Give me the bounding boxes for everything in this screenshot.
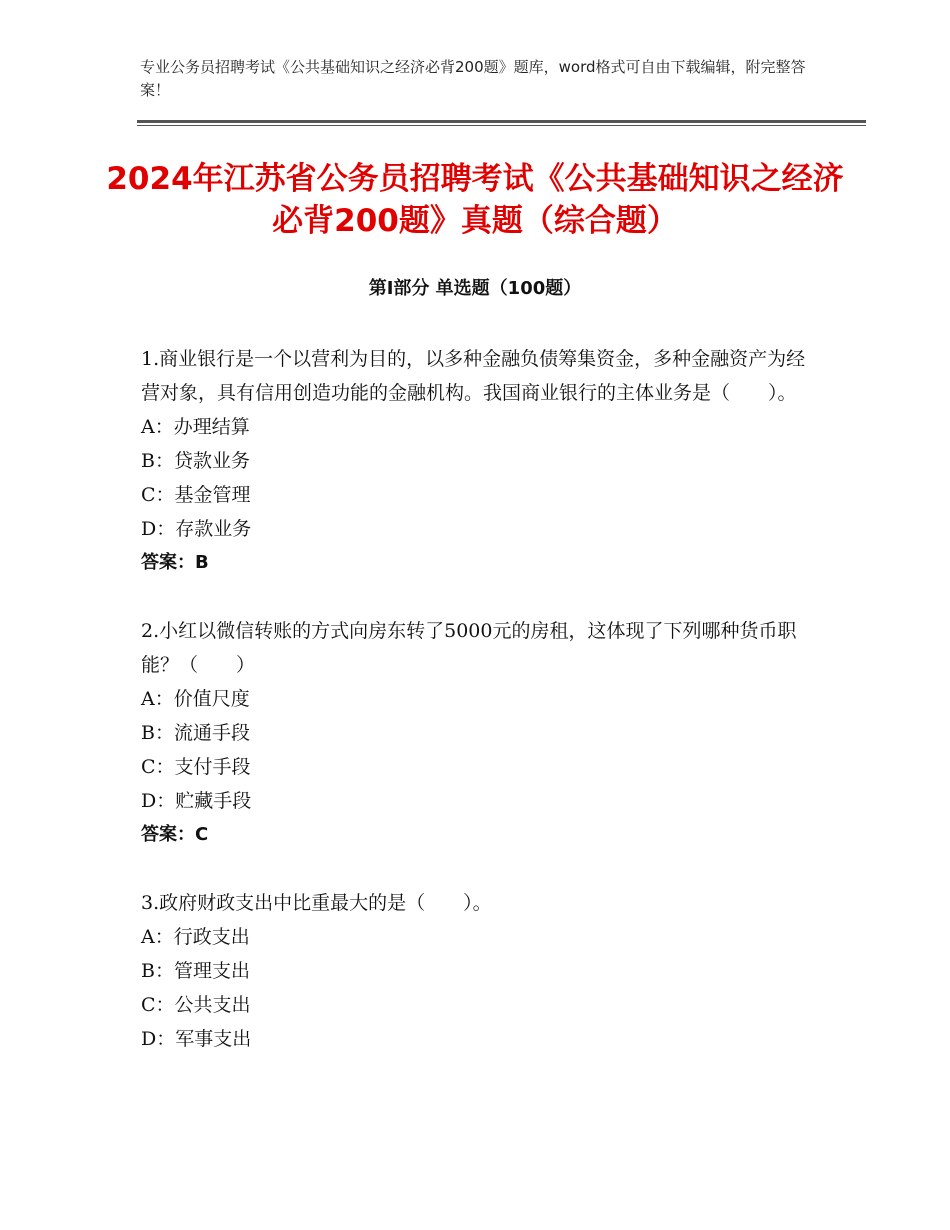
question-stem: 1.商业银行是一个以营利为目的，以多种金融负债筹集资金，多种金融资产为经营对象，具有信用创造功能的金融机构。我国商业银行的主体业务是（ ）。 — [141, 348, 806, 404]
question-3 — [141, 886, 811, 1056]
option-b: B：流通手段 — [141, 722, 250, 744]
option-b: B：管理支出 — [141, 960, 250, 982]
document-title: 2024年江苏省公务员招聘考试《公共基础知识之经济必背200题》真题（综合题） — [106, 161, 844, 239]
option-a: A：办理结算 — [141, 416, 250, 438]
option-b: B：贷款业务 — [141, 450, 250, 472]
option-c: C：支付手段 — [141, 756, 251, 778]
question-1 — [141, 342, 811, 580]
option-d: D：贮藏手段 — [141, 790, 252, 812]
header-rule-thick — [137, 120, 866, 123]
option-d: D：存款业务 — [141, 518, 252, 540]
option-d: D：军事支出 — [141, 1028, 252, 1050]
question-stem: 3.政府财政支出中比重最大的是（ ）。 — [141, 892, 492, 914]
answer: 答案：B — [141, 552, 209, 573]
option-c: C：基金管理 — [141, 484, 251, 506]
question-stem: 2.小红以微信转账的方式向房东转了5000元的房租，这体现了下列哪种货币职能？（ ） — [141, 620, 797, 676]
header-rule-thin — [137, 125, 866, 126]
option-a: A：行政支出 — [141, 926, 250, 948]
option-a: A：价值尺度 — [141, 688, 250, 710]
answer: 答案：C — [141, 824, 209, 845]
header-note: 专业公务员招聘考试《公共基础知识之经济必背200题》题库，word格式可自由下载编辑，附完整答案！ — [140, 58, 806, 99]
question-list — [141, 342, 811, 1090]
section-title: 第Ⅰ部分 单选题（100题） — [368, 278, 582, 299]
option-c: C：公共支出 — [141, 994, 251, 1016]
question-2 — [141, 614, 811, 852]
